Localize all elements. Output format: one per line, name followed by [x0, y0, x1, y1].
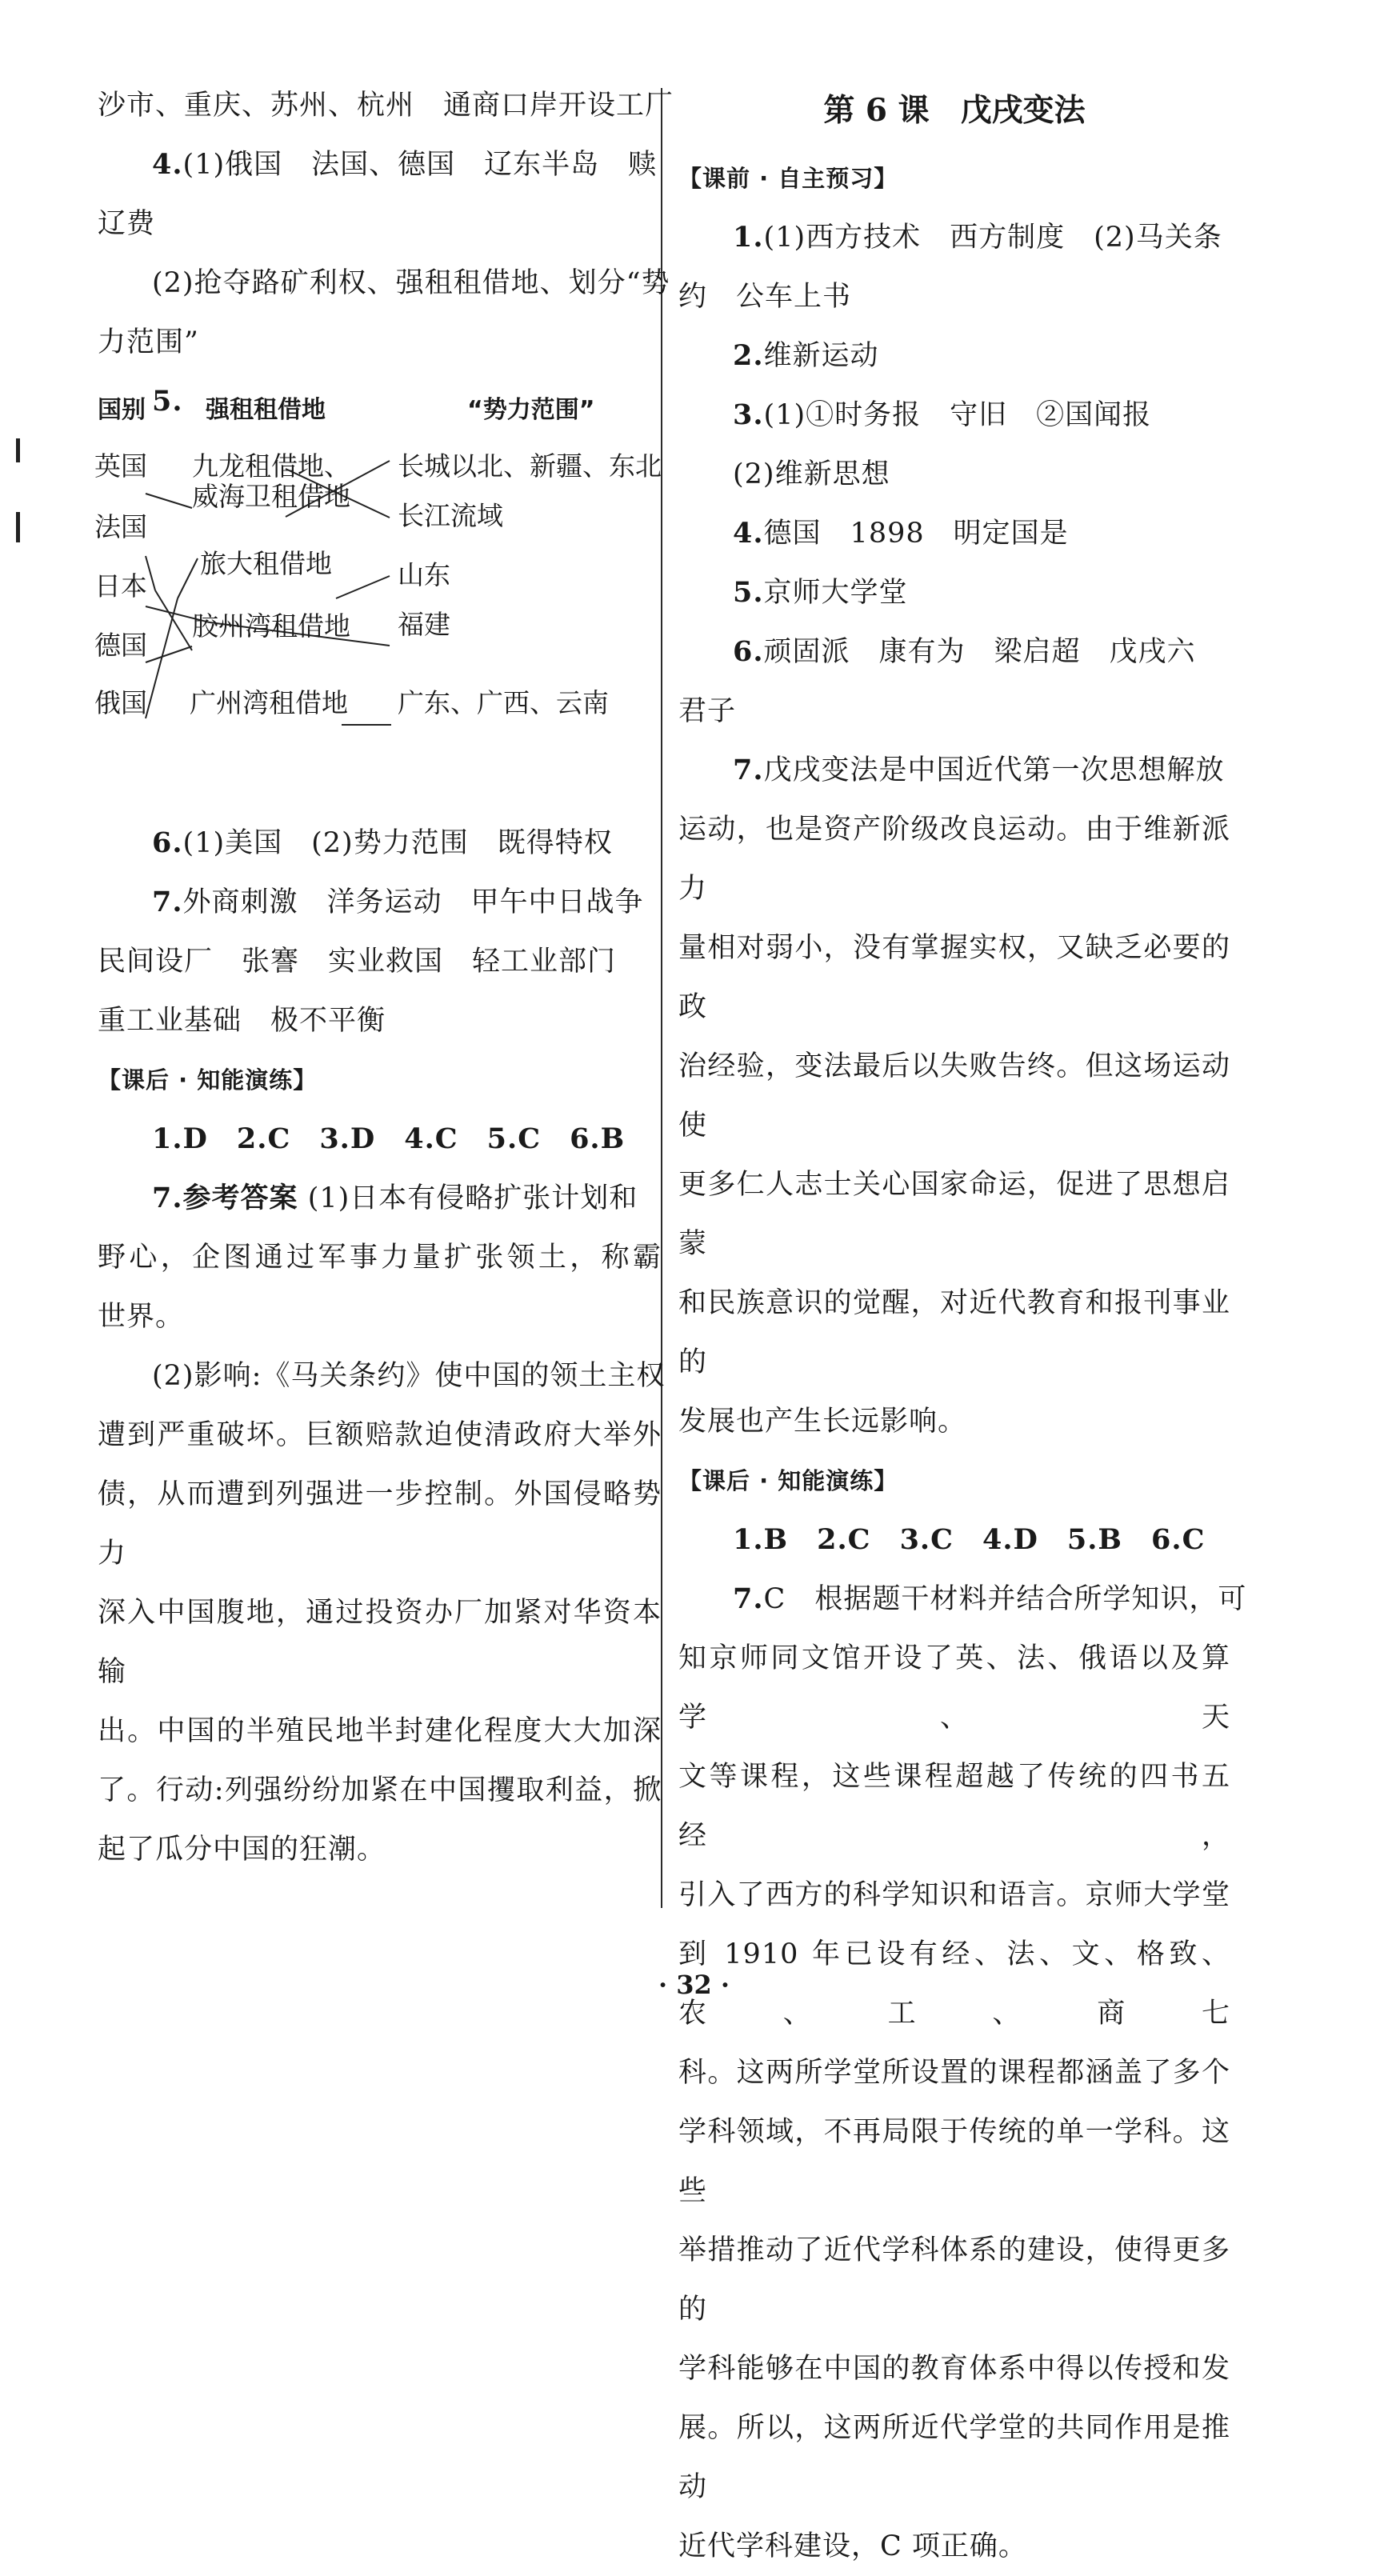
answer-line: 学科能够在中国的教育体系中得以传授和发 [678, 2353, 1230, 2385]
answer-line: 力范围” [98, 326, 199, 358]
sphere-north: 长城以北、新疆、东北 [398, 450, 662, 482]
answer-q4: 4.(1)俄国 法国、德国 辽东半岛 赎 [152, 148, 658, 181]
answer-line: 民间设厂 张謇 实业救国 轻工业部门 [98, 946, 617, 978]
answer-line: (2)影响:《马关条约》使中国的领土主权 [152, 1360, 666, 1392]
answer-a7: 7.C 根据题干材料并结合所学知识，可 [733, 1582, 1247, 1615]
answer-line: (2)维新思想 [733, 458, 890, 490]
answer-a7: 7.参考答案 (1)日本有侵略扩张计划和 [152, 1182, 638, 1214]
answer-q1: 1.(1)西方技术 西方制度 (2)马关条 [733, 221, 1222, 254]
sphere-south: 广东、广西、云南 [398, 687, 609, 718]
sphere-diagram [94, 396, 662, 810]
country-japan: 日本 [94, 570, 147, 602]
answer-line: 约 公车上书 [678, 281, 852, 313]
connector-lines [98, 434, 662, 810]
answer-line: 遭到严重破坏。巨额赔款迫使清政府大举外 [98, 1419, 662, 1451]
answer-q7: 7.戊戌变法是中国近代第一次思想解放 [733, 754, 1225, 786]
mc-answers: 1.D 2.C 3.D 4.C 5.C 6.B [152, 1122, 626, 1155]
answer-line: 量相对弱小，没有掌握实权，又缺乏必要的政 [678, 932, 1230, 1023]
lease-weihaiwei: 威海卫租借地 [192, 481, 350, 512]
margin-mark [16, 438, 20, 462]
answer-line: 起了瓜分中国的狂潮。 [98, 1834, 386, 1866]
lease-jiaozhouwan: 胶州湾租借地 [192, 610, 350, 642]
answer-line: 深入中国腹地，通过投资办厂加紧对华资本输 [98, 1597, 662, 1688]
answer-line: 辽费 [98, 208, 156, 240]
answer-line: 展。所以，这两所近代学堂的共同作用是推动 [678, 2412, 1230, 2503]
country-russia: 俄国 [94, 687, 147, 718]
answer-line: 世界。 [98, 1301, 185, 1333]
margin-mark [16, 512, 20, 542]
country-germany: 德国 [94, 630, 147, 661]
lesson-title: 第 6 课 戊戌变法 [823, 92, 1086, 129]
left-column [94, 76, 674, 1879]
answer-line: 债，从而遭到列强进一步控制。外国侵略势力 [98, 1478, 662, 1570]
header-sphere: “势力范围” [467, 396, 595, 424]
answer-line: (2)抢夺路矿利权、强租租借地、划分“势 [152, 267, 670, 299]
answer-q6: 6.(1)美国 (2)势力范围 既得特权 [152, 826, 613, 859]
answer-line: 野心，企图通过军事力量扩张领土，称霸 [98, 1242, 662, 1274]
answer-q4: 4.德国 1898 明定国是 [733, 517, 1069, 550]
answer-line: 更多仁人志士关心国家命运，促进了思想启蒙 [678, 1169, 1230, 1260]
answer-line: 出。中国的半殖民地半封建化程度大大加深 [98, 1715, 662, 1747]
answer-line: 近代学科建设，C 项正确。 [678, 2530, 1027, 2562]
section-heading-before-class: 【课前 · 自主预习】 [678, 165, 898, 192]
page-number: · 32 · [658, 1970, 730, 2000]
section-heading-after-class: 【课后 · 知能演练】 [98, 1066, 318, 1094]
answer-q2: 2.维新运动 [733, 339, 879, 372]
answer-line: 了。行动:列强纷纷加紧在中国攫取利益，掀 [98, 1774, 662, 1806]
lease-luda: 旅大租借地 [200, 548, 332, 579]
country-france: 法国 [94, 511, 147, 542]
answer-q6: 6.顽固派 康有为 梁启超 戊戌六 [733, 635, 1196, 668]
sphere-shandong: 山东 [398, 559, 450, 590]
answer-q5: 5.京师大学堂 [733, 576, 908, 609]
section-heading-after-class: 【课后 · 知能演练】 [678, 1467, 898, 1494]
answer-line: 科。这两所学堂所设置的课程都涵盖了多个 [678, 2057, 1230, 2089]
answer-line: 学科领域，不再局限于传统的单一学科。这些 [678, 2116, 1230, 2207]
answer-q3: 3.(1)①时务报 守旧 ②国闻报 [733, 398, 1152, 431]
answer-line: 治经验，变法最后以失败告终。但这场运动使 [678, 1050, 1230, 1142]
answer-line: 到 1910 年已设有经、法、文、格致、农、工、商七 [678, 1938, 1230, 2030]
answer-q7: 7.外商刺激 洋务运动 甲午中日战争 [152, 886, 644, 918]
sphere-yangtze: 长江流域 [398, 500, 503, 531]
answer-q5: 5. [152, 385, 183, 418]
mc-answers: 1.B 2.C 3.C 4.D 5.B 6.C [733, 1523, 1206, 1556]
right-column [678, 72, 1247, 2576]
lease-kowloon: 九龙租借地、 [192, 450, 350, 482]
answer-line: 引入了西方的科学知识和语言。京师大学堂 [678, 1879, 1230, 1911]
answer-line: 发展也产生长远影响。 [678, 1406, 967, 1438]
answer-line: 重工业基础 极不平衡 [98, 1005, 386, 1037]
answer-line: 和民族意识的觉醒，对近代教育和报刊事业的 [678, 1287, 1230, 1378]
answer-line: 知京师同文馆开设了英、法、俄语以及算学、天 [678, 1642, 1230, 1734]
answer-line: 君子 [678, 695, 737, 727]
header-lease: 强租租借地 [206, 396, 326, 424]
sphere-fujian: 福建 [398, 609, 450, 640]
answer-line: 沙市、重庆、苏州、杭州 通商口岸开设工厂 [98, 90, 674, 122]
lease-guangzhouwan: 广州湾租借地 [190, 687, 348, 718]
answer-line: 运动，也是资产阶级改良运动。由于维新派力 [678, 814, 1230, 905]
header-country: 国别 [98, 396, 146, 424]
country-britain: 英国 [94, 450, 147, 482]
answer-line: 文等课程，这些课程超越了传统的四书五经， [678, 1761, 1230, 1852]
answer-line: 举措推动了近代学科体系的建设，使得更多的 [678, 2234, 1230, 2326]
